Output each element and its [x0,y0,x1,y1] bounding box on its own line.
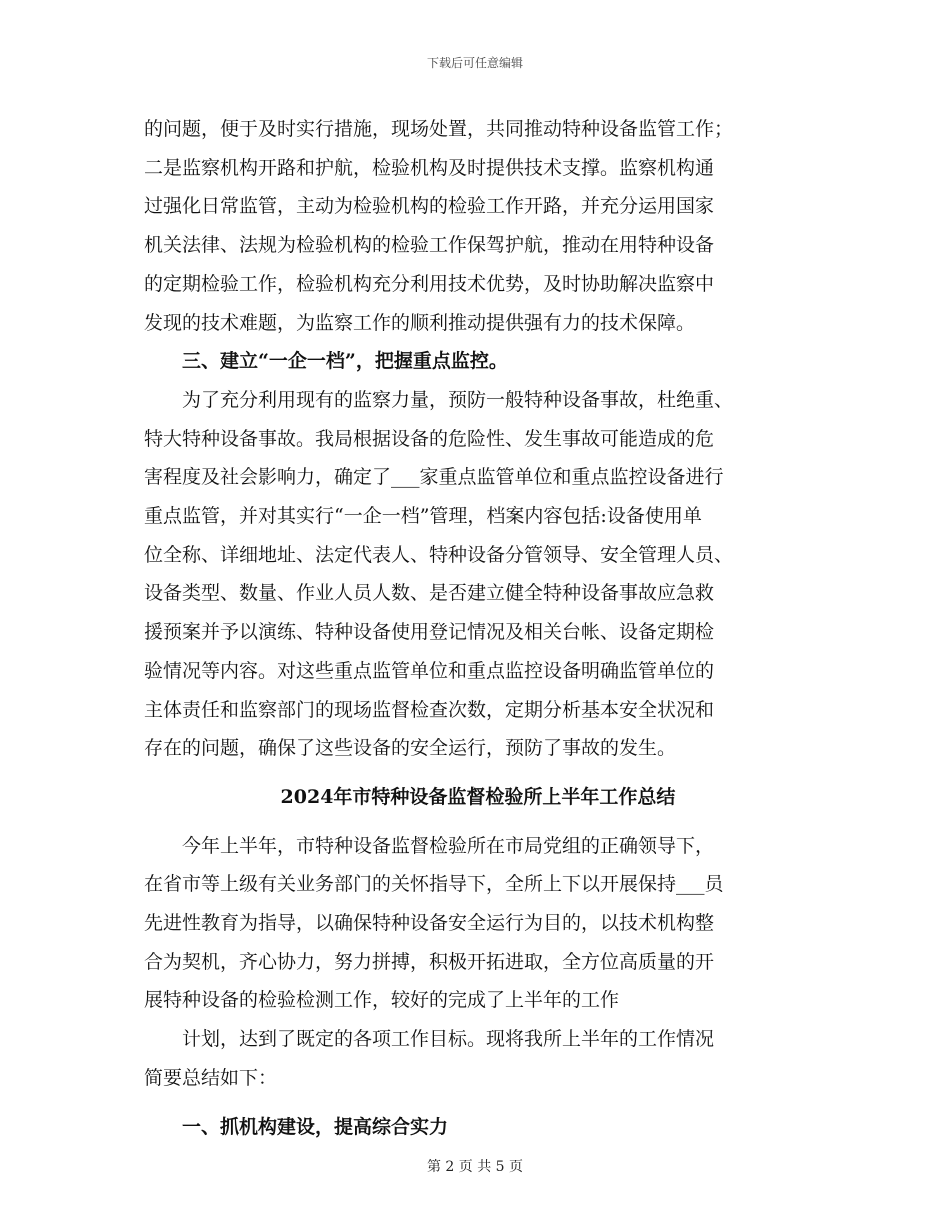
body-line: 二是监察机构开路和护航，检验机构及时提供技术支撑。监察机构通 [144,156,715,179]
body-line: 发现的技术难题，为监察工作的顺利推动提供强有力的技术保障。 [144,311,696,334]
body-line: 存在的问题，确保了这些设备的安全运行，预防了事故的发生。 [144,737,677,760]
body-line: 害程度及社会影响力，确定了___家重点监管单位和重点监控设备进行 [144,466,724,489]
section-heading: 三、建立“一企一档”，把握重点监控。 [182,350,508,373]
body-line: 设备类型、数量、作业人员人数、是否建立健全特种设备事故应急救 [144,582,715,605]
body-line: 在省市等上级有关业务部门的关怀指导下，全所上下以开展保持___员 [144,873,724,896]
body-line: 合为契机，齐心协力，努力拼搏，积极开拓进取，全方位高质量的开 [144,950,715,973]
body-line: 机关法律、法规为检验机构的检验工作保驾护航，推动在用特种设备 [144,234,715,257]
body-line: 援预案并予以演练、特种设备使用登记情况及相关台帐、设备定期检 [144,621,715,644]
body-line: 今年上半年，市特种设备监督检验所在市局党组的正确领导下， [182,834,715,857]
body-line: 为了充分利用现有的监察力量，预防一般特种设备事故，杜绝重、 [182,388,734,411]
body-line: 位全称、详细地址、法定代表人、特种设备分管领导、安全管理人员、 [144,543,734,566]
document-title: 2024年市特种设备监督检验所上半年工作总结 [280,785,676,808]
page-footer: 第 2 页 共 5 页 [426,1159,524,1175]
body-line: 主体责任和监察部门的现场监督检查次数，定期分析基本安全状况和 [144,698,715,721]
page-header: 下载后可任意编辑 [426,56,523,70]
body-line: 验情况等内容。对这些重点监管单位和重点监控设备明确监管单位的 [144,659,715,682]
body-line: 的定期检验工作，检验机构充分利用技术优势，及时协助解决监察中 [144,272,715,295]
body-line: 计划，达到了既定的各项工作目标。现将我所上半年的工作情况 [182,1028,715,1051]
body-line: 过强化日常监管，主动为检验机构的检验工作开路，并充分运用国家 [144,195,715,218]
body-line: 先进性教育为指导，以确保特种设备安全运行为目的，以技术机构整 [144,912,715,935]
body-line: 展特种设备的检验检测工作，较好的完成了上半年的工作 [144,989,620,1012]
body-line: 简要总结如下： [144,1066,278,1089]
body-line: 的问题，便于及时实行措施，现场处置，共同推动特种设备监管工作； [144,118,734,140]
body-line: 重点监管，并对其实行“一企一档”管理，档案内容包括:设备使用单 [144,505,702,528]
section-heading: 一、抓机构建设，提高综合实力 [182,1115,449,1138]
body-line: 特大特种设备事故。我局根据设备的危险性、发生事故可能造成的危 [144,427,715,450]
document-body [144,110,812,1146]
